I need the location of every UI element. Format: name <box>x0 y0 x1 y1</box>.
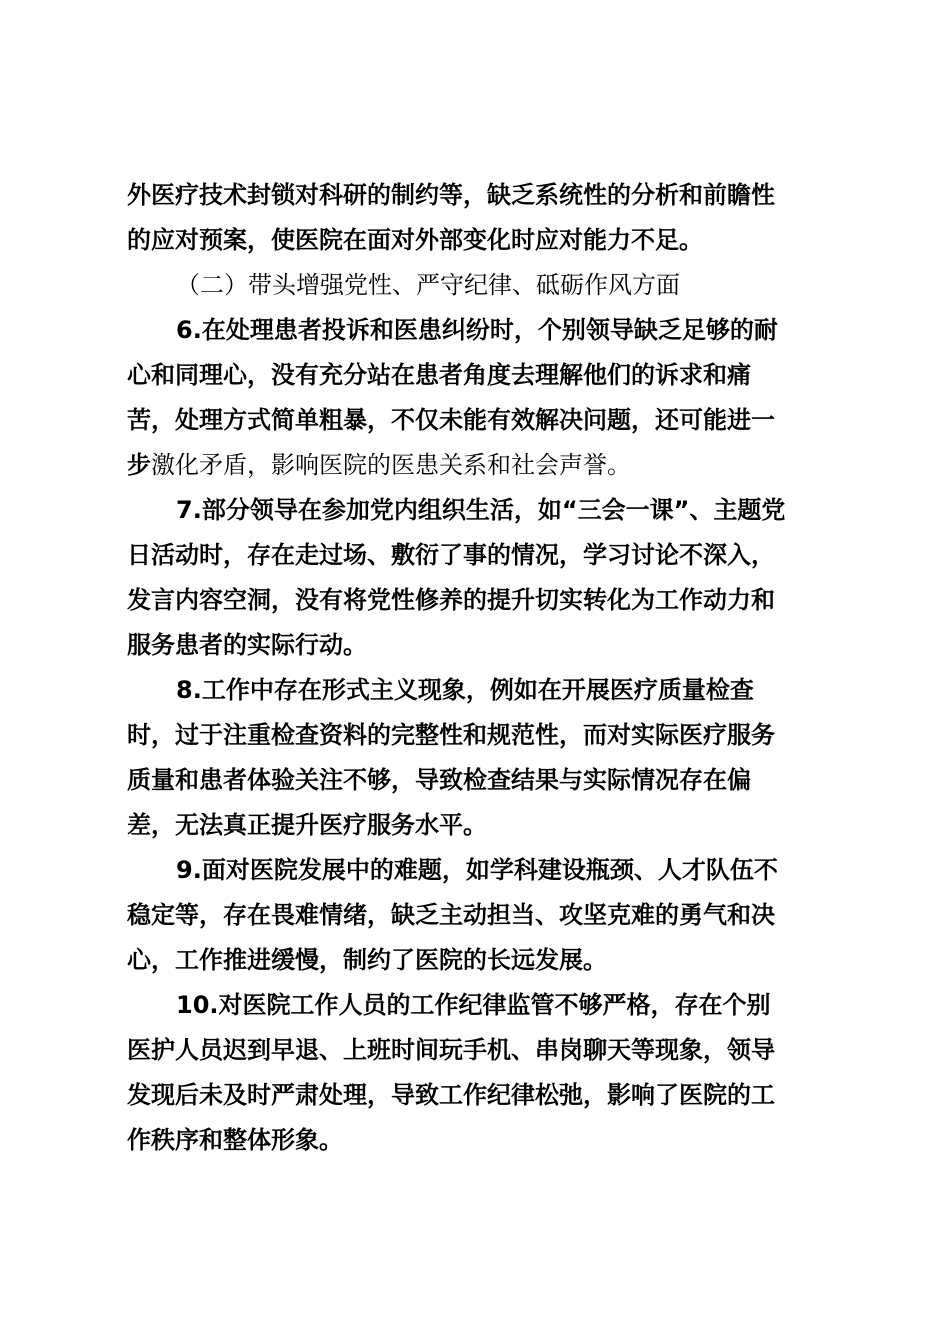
paragraph-line: 稳定等，存在畏难情绪，缺乏主动担当、攻坚克难的勇气和决 <box>127 901 775 929</box>
paragraph-line: 9.面对医院发展中的难题，如学科建设瓶颈、人才队伍不 <box>176 856 778 884</box>
paragraph-line <box>127 450 631 480</box>
paragraph-line: 6.在处理患者投诉和医患纠纷时，个别领导缺乏足够的耐 <box>176 316 778 344</box>
paragraph-line: 质量和患者体验关注不够，导致检查结果与实际情况存在偏 <box>127 766 751 794</box>
paragraph-line: 心，工作推进缓慢，制约了医院的长远发展。 <box>127 946 607 974</box>
paragraph-line-bold-part: 步 <box>127 451 151 479</box>
paragraph-line: 7.部分领导在参加党内组织生活，如“三会一课”、主题党 <box>176 496 786 524</box>
paragraph-line: 外医疗技术封锁对科研的制约等，缺乏系统性的分析和前瞻性 <box>127 181 775 209</box>
paragraph-line: 10.对医院工作人员的工作纪律监管不够严格，存在个别 <box>176 991 771 1019</box>
paragraph-line: 心和同理心，没有充分站在患者角度去理解他们的诉求和痛 <box>127 361 751 389</box>
paragraph-line: 日活动时，存在走过场、敷衍了事的情况，学习讨论不深入， <box>127 541 775 569</box>
section-heading: （二）带头增强党性、严守纪律、砥砺作风方面 <box>176 271 680 299</box>
paragraph-line: 发现后未及时严肃处理，导致工作纪律松弛，影响了医院的工 <box>127 1081 775 1109</box>
paragraph-line: 差，无法真正提升医疗服务水平。 <box>127 811 487 839</box>
paragraph-line: 服务患者的实际行动。 <box>127 631 367 659</box>
paragraph-line-normal-part: 激化矛盾，影响医院的医患关系和社会声誉。 <box>151 451 631 479</box>
paragraph-line: 的应对预案，使医院在面对外部变化时应对能力不足。 <box>127 226 703 254</box>
paragraph-line: 发言内容空洞，没有将党性修养的提升切实转化为工作动力和 <box>127 586 775 614</box>
paragraph-line: 医护人员迟到早退、上班时间玩手机、串岗聊天等现象，领导 <box>127 1036 775 1064</box>
paragraph-line: 8.工作中存在形式主义现象，例如在开展医疗质量检查 <box>176 676 754 704</box>
paragraph-line: 时，过于注重检查资料的完整性和规范性，而对实际医疗服务 <box>127 721 775 749</box>
paragraph-line: 作秩序和整体形象。 <box>127 1126 343 1154</box>
paragraph-line: 苦，处理方式简单粗暴，不仅未能有效解决问题，还可能进一 <box>127 406 775 434</box>
